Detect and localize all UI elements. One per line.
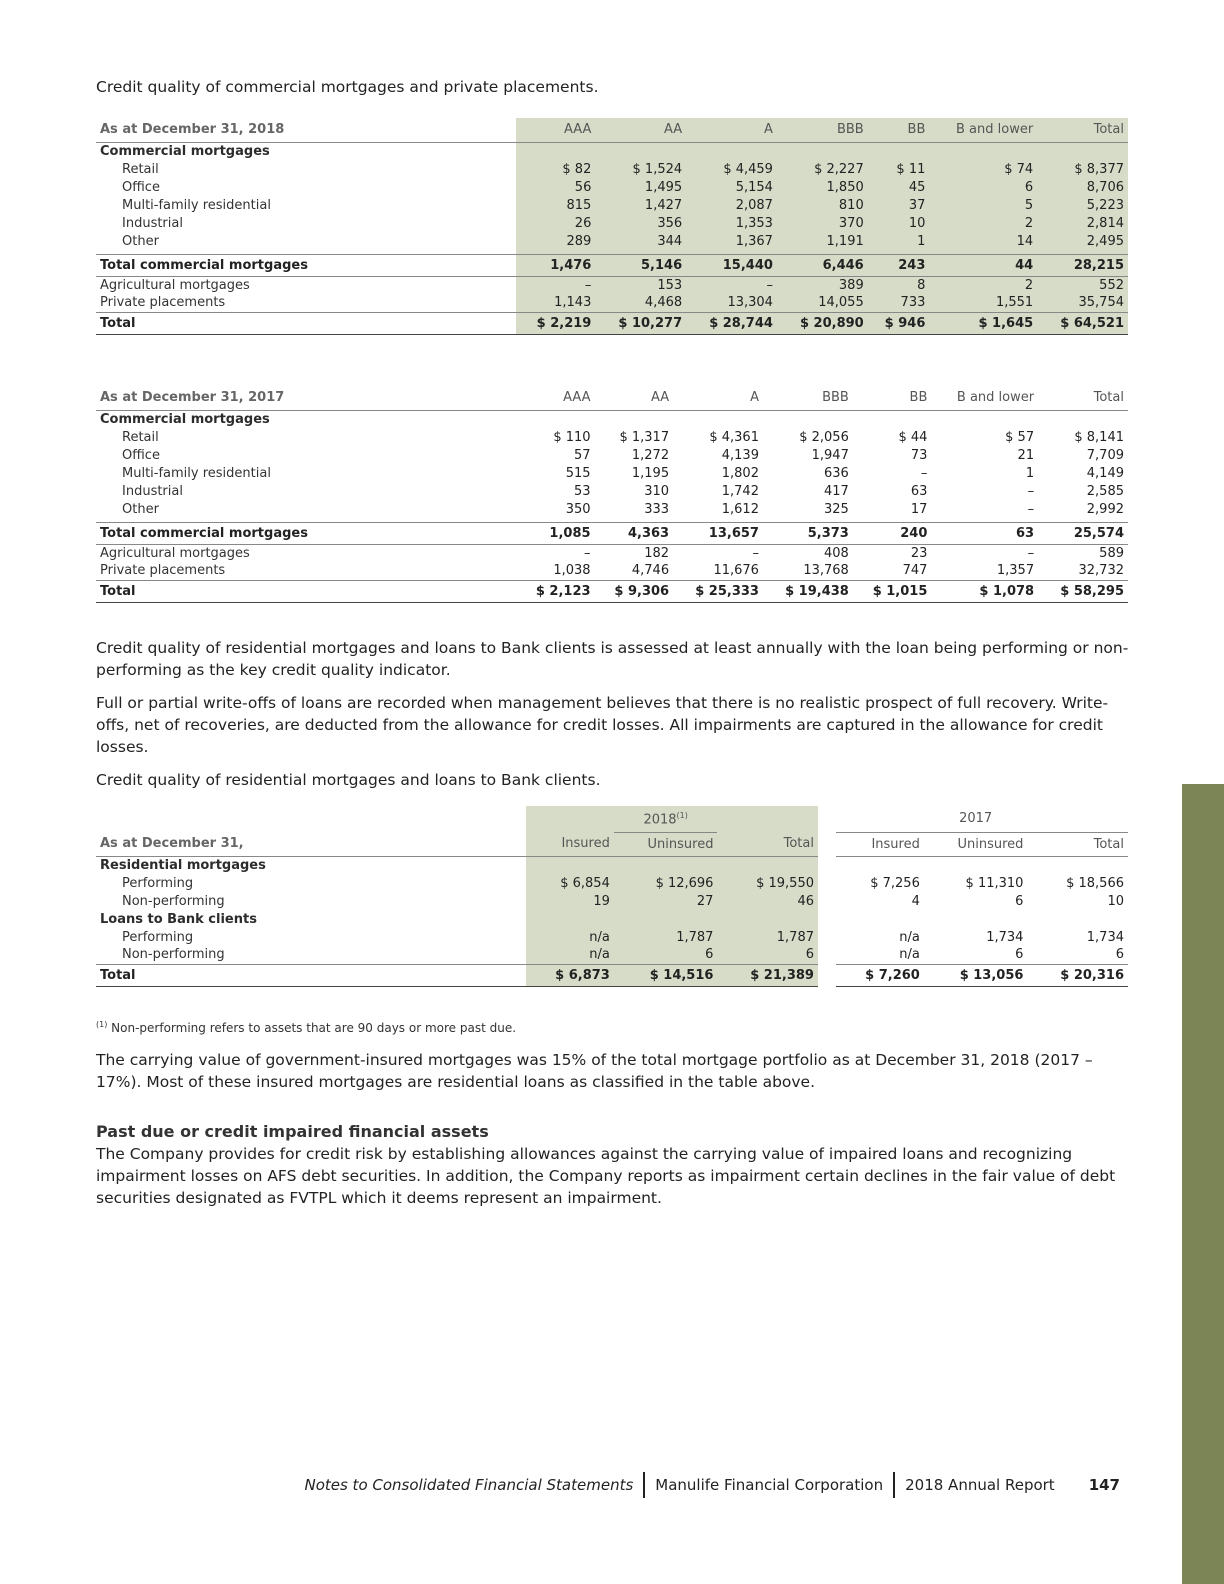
- cell: $ 8,377: [1037, 160, 1128, 178]
- cell: –: [686, 276, 777, 294]
- footer-divider: [643, 1472, 645, 1498]
- cell: 2,087: [686, 196, 777, 214]
- table-row: [96, 482, 1128, 500]
- footer-section: Notes to Consolidated Financial Statements: [304, 1476, 634, 1494]
- row-label: Performing: [122, 929, 194, 945]
- cell: 4,363: [595, 522, 674, 544]
- table-row: [96, 946, 1128, 964]
- cell: 4: [911, 893, 920, 909]
- cell: 240: [853, 522, 932, 544]
- cell: 810: [777, 196, 868, 214]
- cell: 13,768: [803, 563, 849, 579]
- cell: $ 2,056: [799, 429, 849, 445]
- cell: 73: [910, 447, 928, 463]
- col-header: BBB: [777, 118, 868, 142]
- col-header: Insured: [526, 832, 614, 856]
- table-row: [96, 874, 1128, 892]
- table-row: [96, 196, 1128, 214]
- cell: 10: [1107, 893, 1124, 909]
- section-heading: Past due or credit impaired financial assets: [96, 1122, 489, 1141]
- total-row: [96, 580, 1128, 602]
- row-label: Multi-family residential: [122, 197, 271, 213]
- col-header: A: [686, 118, 777, 142]
- table-row: [96, 232, 1128, 250]
- table-row: [96, 446, 1128, 464]
- cell: 2,495: [1037, 232, 1128, 250]
- cell: $ 1,078: [931, 580, 1038, 602]
- cell: 53: [574, 483, 591, 499]
- cell: 1,427: [595, 196, 686, 214]
- cell: 1: [868, 232, 930, 250]
- total-row: [96, 964, 1128, 986]
- cell: 333: [644, 501, 670, 517]
- section-row: [96, 910, 1128, 928]
- caption-residential-quality: Credit quality of residential mortgages and loans to Bank clients.: [96, 771, 601, 789]
- cell: 5: [929, 196, 1037, 214]
- cell: $ 10,277: [595, 312, 686, 334]
- cell: –: [1027, 483, 1035, 499]
- row-label: Total: [96, 964, 526, 986]
- cell: $ 82: [516, 160, 595, 178]
- cell: 2,992: [1086, 501, 1124, 517]
- table-header-row: [96, 118, 1128, 142]
- table-row: [96, 160, 1128, 178]
- caption-credit-indicator: Credit quality of residential mortgages and loans to Bank clients is assessed at least annually with the loan being performing or non-performing as the key credit quality indicator.: [96, 639, 1129, 679]
- cell: 153: [595, 276, 686, 294]
- cell: 1,802: [721, 465, 759, 481]
- cell: 2: [929, 214, 1037, 232]
- cell: 8: [868, 276, 930, 294]
- cell: 37: [868, 196, 930, 214]
- row-label: Office: [122, 179, 160, 195]
- page-number: 147: [1088, 1476, 1120, 1494]
- col-header: A: [673, 386, 763, 410]
- cell: 4,149: [1086, 465, 1124, 481]
- cell: 310: [644, 483, 670, 499]
- row-label: Other: [122, 233, 159, 249]
- cell: $ 20,316: [1027, 964, 1128, 986]
- cell: 26: [516, 214, 595, 232]
- row-label: Agricultural mortgages: [100, 277, 250, 293]
- commercial-credit-table-2017: [96, 386, 1128, 603]
- cell: 6: [717, 946, 818, 964]
- cell: 1,038: [553, 563, 591, 579]
- cell: 35,754: [1037, 294, 1128, 312]
- caption-insured-mortgages: The carrying value of government-insured mortgages was 15% of the total mortgage portfolio as at December 31, 2018 (2017 – 17%). Most of these insured mortgages are residential loans as classified in the table above.: [96, 1051, 1093, 1091]
- table-row: [96, 464, 1128, 482]
- cell: $ 6,873: [526, 964, 614, 986]
- cell: 1,787: [614, 928, 718, 946]
- cell: 2,814: [1037, 214, 1128, 232]
- cell: 815: [516, 196, 595, 214]
- cell: 552: [1037, 276, 1128, 294]
- cell: $ 1,317: [619, 429, 670, 445]
- subtotal-row: [96, 254, 1128, 276]
- cell: n/a: [899, 947, 920, 963]
- col-header: B and lower: [929, 118, 1037, 142]
- cell: $ 1,015: [853, 580, 932, 602]
- table-title: As at December 31,: [96, 832, 526, 856]
- cell: $ 6,854: [526, 874, 614, 892]
- row-label: Multi-family residential: [122, 465, 271, 481]
- col-header: Total: [1038, 386, 1128, 410]
- cell: –: [1027, 545, 1035, 561]
- cell: 11,676: [713, 563, 759, 579]
- cell: 4,139: [721, 447, 759, 463]
- cell: $ 74: [929, 160, 1037, 178]
- cell: 515: [565, 465, 591, 481]
- table-row: [96, 892, 1128, 910]
- cell: 5,373: [763, 522, 853, 544]
- total-row: [96, 312, 1128, 334]
- table-row: [96, 544, 1128, 562]
- cell: $ 11,310: [965, 875, 1024, 891]
- year-2017-header: 2017: [924, 806, 1028, 832]
- table-header-row: [96, 832, 1128, 856]
- subtotal-row: [96, 522, 1128, 544]
- col-header: Total: [1027, 832, 1128, 856]
- cell: 6: [1015, 893, 1024, 909]
- row-label: Office: [122, 447, 160, 463]
- cell: 5,146: [595, 254, 686, 276]
- cell: 389: [777, 276, 868, 294]
- year-header-row: [96, 806, 1128, 832]
- cell: n/a: [526, 928, 614, 946]
- table-row: [96, 500, 1128, 518]
- cell: $ 2,219: [516, 312, 595, 334]
- cell: 21: [1017, 447, 1035, 463]
- cell: 1,476: [516, 254, 595, 276]
- cell: 8,706: [1037, 178, 1128, 196]
- cell: 4,746: [631, 563, 670, 579]
- cell: 1,787: [717, 928, 818, 946]
- cell: $ 1,645: [929, 312, 1037, 334]
- section-label: Commercial mortgages: [100, 411, 270, 427]
- cell: $ 7,260: [836, 964, 924, 986]
- cell: $ 2,227: [777, 160, 868, 178]
- row-label: Non-performing: [122, 947, 225, 963]
- cell: –: [920, 465, 928, 481]
- cell: 25,574: [1038, 522, 1128, 544]
- cell: $ 58,295: [1038, 580, 1128, 602]
- col-header: AAA: [516, 118, 595, 142]
- section-label: Commercial mortgages: [100, 143, 270, 159]
- cell: 408: [824, 545, 849, 561]
- cell: $ 19,550: [717, 874, 818, 892]
- cell: 57: [574, 447, 591, 463]
- col-header: AA: [595, 118, 686, 142]
- cell: $ 21,389: [717, 964, 818, 986]
- section-row: [96, 142, 1128, 160]
- cell: $ 57: [1005, 429, 1035, 445]
- cell: 56: [516, 178, 595, 196]
- cell: –: [584, 545, 591, 561]
- footer-divider: [893, 1472, 895, 1498]
- cell: 1: [1025, 465, 1035, 481]
- cell: 14,055: [777, 294, 868, 312]
- footnote-text: Non-performing refers to assets that are 90 days or more past due.: [111, 1021, 517, 1035]
- section-label: Residential mortgages: [100, 857, 266, 873]
- cell: 356: [595, 214, 686, 232]
- cell: 1,947: [811, 447, 849, 463]
- table-row: [96, 428, 1128, 446]
- year-2018-header: 2018$^{(1)}$: [614, 806, 718, 832]
- cell: 733: [868, 294, 930, 312]
- row-label: Total commercial mortgages: [96, 522, 516, 544]
- cell: $ 64,521: [1037, 312, 1128, 334]
- row-label: Industrial: [122, 483, 183, 499]
- cell: 6: [1015, 947, 1024, 963]
- table-row: [96, 178, 1128, 196]
- cell: 15,440: [686, 254, 777, 276]
- cell: 14: [929, 232, 1037, 250]
- col-header: AA: [595, 386, 674, 410]
- cell: $ 946: [868, 312, 930, 334]
- table-header-row: [96, 386, 1128, 410]
- footnote-marker: (1): [96, 1020, 108, 1029]
- col-header: Insured: [836, 832, 924, 856]
- cell: 350: [565, 501, 591, 517]
- cell: 6: [614, 946, 718, 964]
- cell: 32,732: [1078, 563, 1124, 579]
- cell: 6,446: [777, 254, 868, 276]
- table-row: [96, 276, 1128, 294]
- cell: 5,223: [1037, 196, 1128, 214]
- cell: 1,191: [777, 232, 868, 250]
- section-label: Loans to Bank clients: [100, 911, 257, 927]
- cell: 28,215: [1037, 254, 1128, 276]
- cell: 45: [868, 178, 930, 196]
- col-header: B and lower: [931, 386, 1038, 410]
- cell: $ 1,524: [595, 160, 686, 178]
- cell: 747: [902, 563, 928, 579]
- cell: 1,850: [777, 178, 868, 196]
- cell: $ 25,333: [673, 580, 763, 602]
- cell: 1,734: [986, 929, 1024, 945]
- cell: $ 28,744: [686, 312, 777, 334]
- footer-company: Manulife Financial Corporation: [655, 1476, 884, 1494]
- caption-impairment: The Company provides for credit risk by establishing allowances against the carrying value of impaired loans and recognizing impairment losses on AFS debt securities. In addition, the Company reports as impairment certain declines in the fair value of debt securities designated as FVTPL which it deems represent an impairment.: [96, 1145, 1116, 1207]
- col-header: Total: [717, 832, 818, 856]
- cell: 1,353: [686, 214, 777, 232]
- cell: 589: [1099, 545, 1124, 561]
- cell: $ 14,516: [614, 964, 718, 986]
- cell: $ 8,141: [1074, 429, 1124, 445]
- cell: 1,367: [686, 232, 777, 250]
- cell: –: [516, 276, 595, 294]
- row-label: Performing: [122, 875, 194, 891]
- cell: 4,468: [595, 294, 686, 312]
- cell: 1,085: [516, 522, 595, 544]
- row-label: Non-performing: [122, 893, 225, 909]
- cell: 243: [868, 254, 930, 276]
- cell: 1,357: [996, 563, 1035, 579]
- cell: 63: [931, 522, 1038, 544]
- cell: $ 9,306: [595, 580, 674, 602]
- footer-report: 2018 Annual Report: [905, 1476, 1055, 1494]
- col-header: Total: [1037, 118, 1128, 142]
- cell: 182: [644, 545, 670, 561]
- cell: 6: [1115, 947, 1124, 963]
- footnote: [96, 1020, 516, 1035]
- cell: 6: [929, 178, 1037, 196]
- caption-commercial-quality: Credit quality of commercial mortgages and private placements.: [96, 78, 599, 96]
- cell: 1,551: [929, 294, 1037, 312]
- cell: 27: [614, 892, 718, 910]
- table-title: As at December 31, 2018: [96, 118, 516, 142]
- table-row: [96, 294, 1128, 312]
- cell: $ 110: [553, 429, 591, 445]
- cell: 1,742: [721, 483, 759, 499]
- page-footer: [304, 1472, 1120, 1498]
- cell: 344: [595, 232, 686, 250]
- col-header: BBB: [763, 386, 853, 410]
- cell: 289: [516, 232, 595, 250]
- row-label: Private placements: [100, 563, 226, 579]
- cell: 325: [824, 501, 849, 517]
- cell: $ 7,256: [870, 875, 920, 891]
- cell: n/a: [526, 946, 614, 964]
- cell: $ 19,438: [763, 580, 853, 602]
- cell: –: [752, 545, 759, 561]
- row-label: Total commercial mortgages: [96, 254, 516, 276]
- cell: 1,495: [595, 178, 686, 196]
- row-label: Retail: [122, 429, 159, 445]
- cell: n/a: [899, 929, 920, 945]
- col-header: BB: [853, 386, 932, 410]
- cell: 19: [526, 892, 614, 910]
- cell: $ 11: [868, 160, 930, 178]
- caption-write-offs: Full or partial write-offs of loans are recorded when management believes that there is no realistic prospect of full recovery. Write-offs, net of recoveries, are deducted from the allowance for credit losses. All impairments are captured in the allowance for credit losses.: [96, 694, 1109, 756]
- cell: 417: [824, 483, 849, 499]
- cell: $ 18,566: [1066, 875, 1124, 891]
- row-label: Retail: [122, 161, 159, 177]
- row-label: Total: [96, 580, 516, 602]
- table-row: [96, 214, 1128, 232]
- row-label: Private placements: [100, 295, 226, 311]
- cell: 370: [777, 214, 868, 232]
- cell: $ 44: [898, 429, 928, 445]
- cell: 2: [929, 276, 1037, 294]
- cell: 10: [868, 214, 930, 232]
- cell: 13,304: [686, 294, 777, 312]
- cell: 1,734: [1086, 929, 1124, 945]
- commercial-credit-table-2018: [96, 118, 1128, 335]
- row-label: Other: [122, 501, 159, 517]
- cell: 2,585: [1086, 483, 1124, 499]
- cell: 17: [910, 501, 928, 517]
- section-row: [96, 856, 1128, 874]
- cell: 1,195: [631, 465, 670, 481]
- cell: $ 20,890: [777, 312, 868, 334]
- cell: 63: [910, 483, 928, 499]
- cell: 13,657: [673, 522, 763, 544]
- table-title: As at December 31, 2017: [96, 386, 516, 410]
- cell: $ 4,459: [686, 160, 777, 178]
- table-row: [96, 928, 1128, 946]
- cell: $ 2,123: [516, 580, 595, 602]
- table-row: [96, 562, 1128, 580]
- cell: 1,272: [631, 447, 670, 463]
- cell: $ 4,361: [709, 429, 759, 445]
- cell: –: [1027, 501, 1035, 517]
- side-tab-decoration: [1182, 784, 1224, 1584]
- col-header: AAA: [516, 386, 595, 410]
- col-header: Uninsured: [924, 832, 1028, 856]
- cell: 46: [717, 892, 818, 910]
- row-label: Agricultural mortgages: [100, 545, 250, 561]
- residential-credit-table: [96, 806, 1128, 987]
- row-label: Total: [96, 312, 516, 334]
- cell: 23: [910, 545, 928, 561]
- col-header: BB: [868, 118, 930, 142]
- cell: $ 12,696: [614, 874, 718, 892]
- cell: 44: [929, 254, 1037, 276]
- cell: $ 13,056: [924, 964, 1028, 986]
- cell: 5,154: [686, 178, 777, 196]
- cell: 636: [824, 465, 849, 481]
- section-row: [96, 410, 1128, 428]
- col-header: Uninsured: [614, 832, 718, 856]
- row-label: Industrial: [122, 215, 183, 231]
- cell: 7,709: [1086, 447, 1124, 463]
- cell: 1,143: [516, 294, 595, 312]
- cell: 1,612: [721, 501, 759, 517]
